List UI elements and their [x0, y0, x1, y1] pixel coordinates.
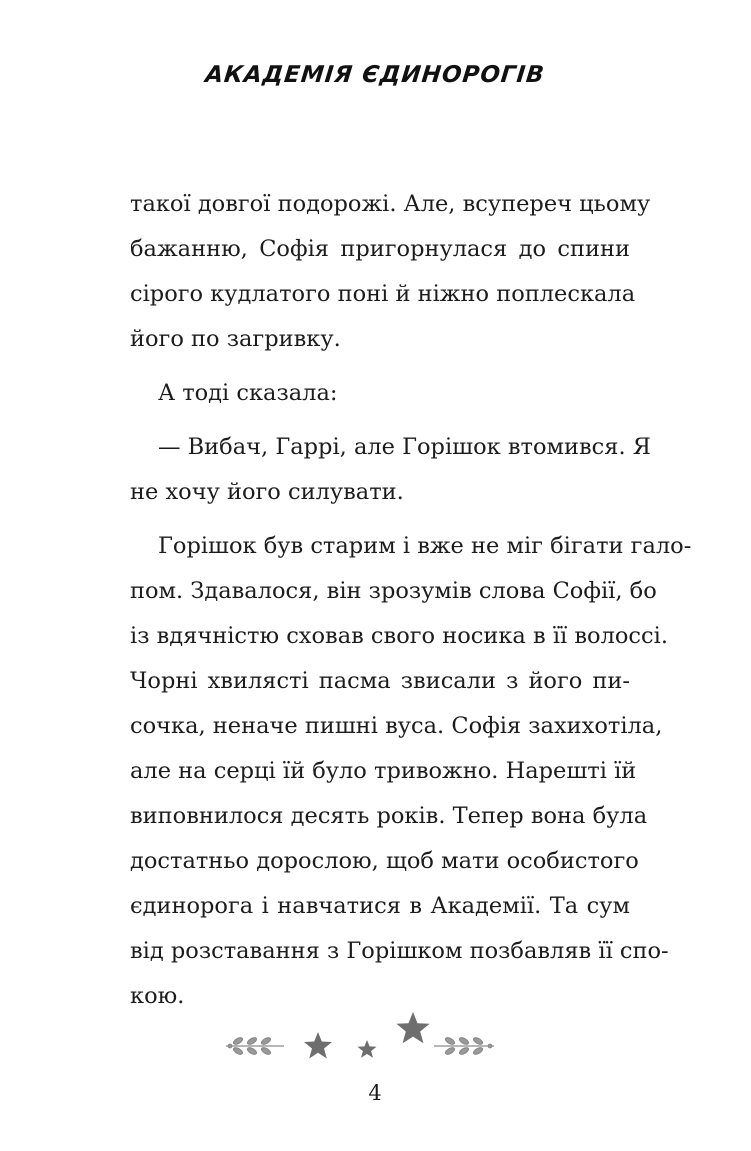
text-line: такої довгої подорожі. Але, всупереч цьому — [130, 191, 651, 217]
text-line: єдинорога і навчатися в Академії. Та сум — [130, 893, 630, 919]
text-line: сочка, неначе пишні вуса. Софія захихотіла, — [130, 713, 663, 739]
body-text — [130, 182, 692, 1019]
text-line: сірого кудлатого поні й ніжно поплескала — [130, 281, 636, 307]
right-sprig-icon — [434, 1036, 494, 1055]
text-line: від розставання з Горішком позбавляв її спо- — [130, 938, 669, 964]
text-line: але на серці їй було тривожно. Нарешті їй — [130, 758, 637, 784]
text-line: А тоді сказала: — [158, 380, 338, 406]
text-line: пом. Здавалося, він зрозумів слова Софії, бо — [130, 578, 657, 604]
text-line: бажанню, Софія пригорнулася до спини — [130, 236, 630, 262]
stars-divider-icon — [222, 1008, 522, 1068]
page-number: 4 — [368, 1081, 382, 1105]
star-icon — [304, 1032, 332, 1059]
text-line: кою. — [130, 983, 185, 1009]
running-title: АКАДЕМІЯ ЄДИНОРОГІВ — [203, 62, 547, 88]
text-line: Чорні хвилясті пасма звисали з його пи- — [130, 668, 630, 694]
star-icon — [358, 1040, 377, 1058]
text-line: не хочу його силувати. — [130, 479, 404, 505]
text-line: виповнилося десять років. Тепер вона була — [130, 803, 648, 829]
text-line: достатньо дорослою, щоб мати особистого — [130, 848, 639, 874]
text-line: його по загривку. — [130, 326, 341, 352]
text-line: — Вибач, Гаррі, але Горішок втомився. Я — [158, 434, 651, 460]
text-line: Горішок був старим і вже не міг бігати гало- — [158, 533, 692, 559]
left-sprig-icon — [226, 1036, 284, 1055]
star-icon — [396, 1012, 429, 1043]
text-line: із вдячністю сховав свого носика в її волоссі. — [130, 623, 668, 649]
